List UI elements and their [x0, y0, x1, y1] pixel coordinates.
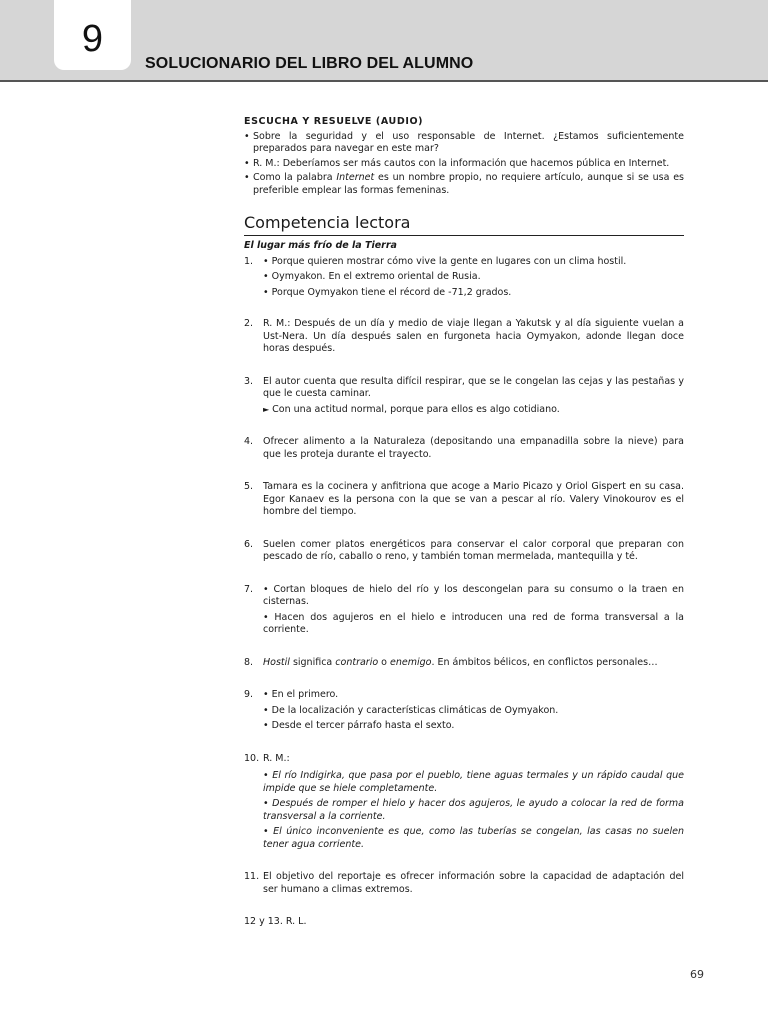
answer-1: 1. • Porque quieren mostrar cómo vive la gente en lugares con un clima hostil. • Oymyakon. En el extremo oriental de Rusia. • Porque Oymyakon tiene el récord de -71,2 grados. — [244, 255, 627, 298]
answer-9: 9. • En el primero. • De la localización y características climáticas de Oymyakon. • Desde el tercer párrafo hasta el sexto. — [244, 689, 559, 731]
bullet-dot: • — [244, 130, 250, 142]
answer-7: 7. • Cortan bloques de hielo del río y los descongelan para su consumo o la traen en cisternas. • Hacen dos agujeros en el hielo e introducen una red de forma transversal a la corriente. — [244, 583, 684, 635]
answer-4: 4. Ofrecer alimento a la Naturaleza (depositando una empanadilla sobre la nieve) para que les proteja durante el trayecto. — [244, 436, 684, 460]
answer-2: 2. R. M.: Después de un día y medio de viaje llegan a Yakutsk y al día siguiente vuelan a Ust-Nera. Un día después salen en furgoneta hacia Oymyakon, adonde llegan doce horas después. — [244, 318, 684, 354]
answer-6: 6. Suelen comer platos energéticos para conservar el calor corporal que preparan con pescado de río, caballo o reno, y también toman mermelada, mantequilla y té. — [244, 538, 684, 562]
audio-bullet: • R. M.: Deberíamos ser más cautos con la información que hacemos pública en Internet. — [244, 157, 670, 169]
answer-5: 5. Tamara es la cocinera y anfitriona que acoge a Mario Picazo y Oriol Gispert en su casa. Egor Kanaev es la persona con la que se van a pescar al río. Valery Vinokourov es el hombre del tiempo. — [244, 481, 684, 517]
chapter-number: 9 — [54, 0, 131, 70]
audio-bullet: • Sobre la seguridad y el uso responsable de Internet. ¿Estamos suficientemente preparados para navegar en este mar? — [244, 130, 684, 154]
arrow-icon: ► — [263, 404, 270, 414]
section-title: Competencia lectora — [244, 213, 684, 236]
answer-10: 10. R. M.: • El río Indigirka, que pasa por el pueblo, tiene aguas termales y un rápido caudal que impide que se hiele completamente. • Después de romper el hielo y hacer dos agujeros, le ayudo a colocar la red de forma transversal a la corriente. • El único inconveniente es que, como las tuberías se congelan, las casas no suelen tener agua corriente. — [244, 752, 684, 850]
reading-subtitle: El lugar más frío de la Tierra — [244, 240, 397, 251]
answer-8: 8. Hostil significa contrario o enemigo. En ámbitos bélicos, en conflictos personales… — [244, 656, 658, 668]
answer-3: 3. El autor cuenta que resulta difícil respirar, que se le congelan las cejas y las pestañas y que le cuesta caminar. ► Con una actitud normal, porque para ellos es algo cotidiano. — [244, 375, 684, 415]
bullet-dot: • — [244, 172, 250, 183]
book-title: SOLUCIONARIO DEL LIBRO DEL ALUMNO — [145, 55, 474, 72]
answer-12-13: 12 y 13. R. L. — [244, 916, 307, 927]
bullet-dot: • — [244, 157, 250, 169]
answer-11: 11. El objetivo del reportaje es ofrecer información sobre la capacidad de adaptación del ser humano a climas extremos. — [244, 871, 684, 895]
audio-bullet: • Como la palabra Internet es un nombre propio, no requiere artículo, aunque si se usa es preferible emplear las formas femeninas. — [244, 172, 684, 196]
audio-heading: ESCUCHA Y RESUELVE (AUDIO) — [244, 116, 424, 127]
page-number: 69 — [690, 968, 704, 981]
content — [244, 116, 684, 932]
